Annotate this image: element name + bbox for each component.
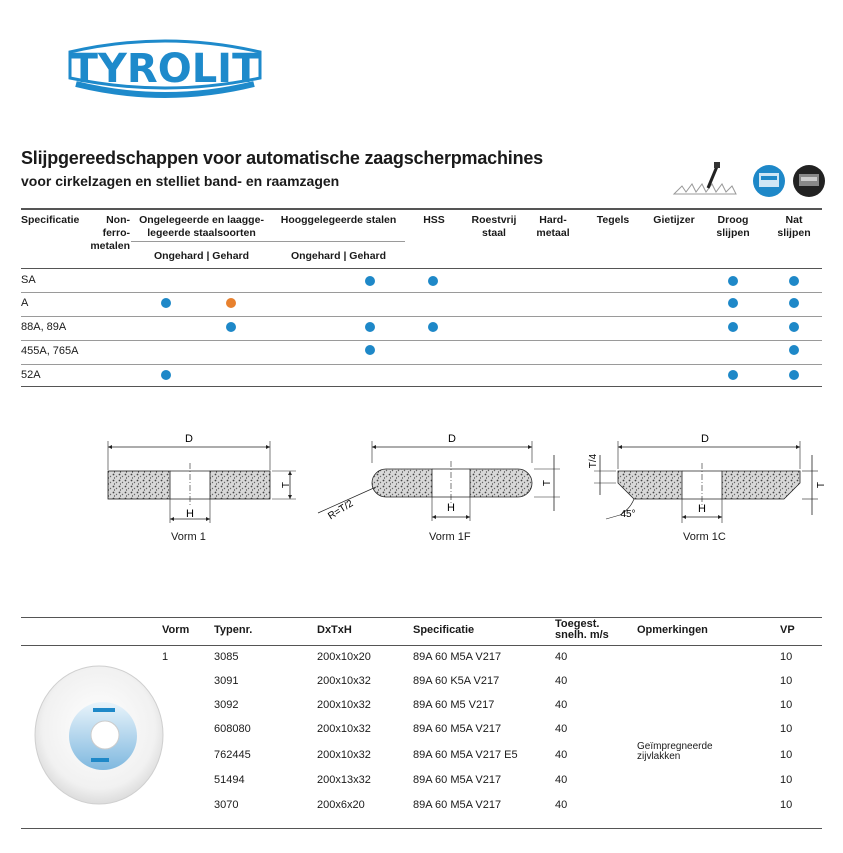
vorm1-label: Vorm 1 [171, 531, 206, 543]
grinding-wheel-image [33, 664, 165, 806]
col-tegels: Tegels [596, 214, 630, 226]
saw-sharpening-icon [674, 162, 736, 194]
vorm1f-drawing [318, 433, 560, 522]
availability-dot-nat [789, 322, 799, 332]
col-roestvrij: Roestvrij staal [471, 214, 517, 239]
availability-dot-hoog_gehard [365, 322, 375, 332]
cell-spec: 89A 60 M5A V217 [413, 723, 502, 735]
cell-spec: 89A 60 M5A V217 E5 [413, 749, 518, 761]
cell-spec: 89A 60 M5A V217 [413, 799, 502, 811]
availability-dot-droog [728, 322, 738, 332]
page-title: Slijpgereedschappen voor automatische zaagscherpmachines [21, 148, 543, 168]
vorm1c-t-label: T [816, 481, 827, 489]
availability-dot-laag_gehard [226, 298, 236, 308]
cell-dxtxh: 200x10x20 [317, 651, 371, 663]
vorm1-h-label: H [186, 508, 194, 520]
shape-drawings [100, 425, 827, 545]
spec-row-name: A [21, 297, 29, 309]
cell-dxtxh: 200x10x32 [317, 723, 371, 735]
col-nat: Nat slijpen [777, 214, 811, 239]
cell-speed: 40 [555, 749, 568, 761]
availability-dot-droog [728, 370, 738, 380]
col-vorm: Vorm [162, 624, 190, 636]
cell-speed: 40 [555, 675, 568, 687]
dry-grinding-icon [753, 165, 785, 197]
cell-vp: 10 [780, 699, 793, 711]
cell-typenr: 51494 [214, 774, 245, 786]
vorm1f-d-label: D [448, 433, 456, 445]
vorm1f-t-label: T [542, 479, 553, 487]
vorm1f-h-label: H [447, 502, 455, 514]
col-non-ferro: Non- ferro- metalen [90, 214, 130, 252]
availability-dot-nonferro [161, 370, 171, 380]
cell-vp: 10 [780, 675, 793, 687]
availability-dot-droog [728, 276, 738, 286]
spec-row-name: 455A, 765A [21, 345, 79, 357]
vorm1c-d-label: D [701, 433, 709, 445]
cell-vp: 10 [780, 651, 793, 663]
tyrolit-logo [66, 24, 264, 108]
col-specificatie-prod: Specificatie [413, 624, 475, 636]
col-dxtxh: DxTxH [317, 624, 352, 636]
application-icons [672, 160, 832, 200]
col-vp: VP [780, 624, 795, 636]
cell-typenr: 3092 [214, 699, 239, 711]
col-typenr: Typenr. [214, 624, 253, 636]
vorm1c-t4-label: T/4 [588, 453, 599, 469]
availability-dot-laag_ongehard [226, 322, 236, 332]
availability-dot-nat [789, 276, 799, 286]
cell-speed: 40 [555, 723, 568, 735]
cell-opmerkingen: Geïmpregneerde zijvlakken [637, 741, 713, 762]
page-subtitle: voor cirkelzagen en stelliet band- en raamzagen [21, 173, 340, 189]
spec-row-name: SA [21, 274, 36, 286]
col-snelheid: Toegest. snelh. m/s [555, 618, 609, 641]
availability-dot-hss [428, 276, 438, 286]
availability-dot-nat [789, 298, 799, 308]
cell-spec: 89A 60 M5A V217 [413, 774, 502, 786]
logo-text: TYROLIT [70, 46, 260, 92]
cell-vp: 10 [780, 799, 793, 811]
availability-dot-hoog_gehard [365, 345, 375, 355]
availability-dot-hoog_gehard [365, 276, 375, 286]
cell-spec: 89A 60 K5A V217 [413, 675, 500, 687]
cell-spec: 89A 60 M5A V217 [413, 651, 502, 663]
availability-dot-hss [428, 322, 438, 332]
col-ongelegeerde: Ongelegeerde en laagge- legeerde staalsoorten [139, 214, 264, 239]
cell-typenr: 3085 [214, 651, 239, 663]
col-opmerkingen: Opmerkingen [637, 624, 708, 636]
cell-dxtxh: 200x10x32 [317, 699, 371, 711]
vorm1c-angle-label: 45° [620, 509, 636, 520]
col-hooggelegeerde: Hooggelegeerde stalen [280, 214, 397, 226]
vorm1c-h-label: H [698, 503, 706, 515]
availability-dot-droog [728, 298, 738, 308]
cell-typenr: 3091 [214, 675, 239, 687]
spec-row-name: 88A, 89A [21, 321, 67, 333]
vorm1c-drawing [588, 433, 827, 523]
cell-dxtxh: 200x13x32 [317, 774, 371, 786]
col-gietijzer: Gietijzer [653, 214, 695, 226]
col-droog: Droog slijpen [716, 214, 750, 239]
col-hss: HSS [423, 214, 445, 226]
cell-vorm: 1 [162, 651, 169, 663]
availability-dot-nat [789, 370, 799, 380]
cell-speed: 40 [555, 699, 568, 711]
vorm1f-label: Vorm 1F [429, 531, 471, 543]
wet-grinding-icon [793, 165, 825, 197]
col-hardmetaal: Hard- metaal [536, 214, 570, 239]
col-ongelegeerde-sub: Ongehard | Gehard [153, 250, 250, 262]
cell-vp: 10 [780, 749, 793, 761]
spec-row-name: 52A [21, 369, 41, 381]
cell-speed: 40 [555, 651, 568, 663]
cell-speed: 40 [555, 799, 568, 811]
cell-dxtxh: 200x6x20 [317, 799, 365, 811]
vorm1-d-label: D [185, 433, 193, 445]
cell-vp: 10 [780, 723, 793, 735]
vorm1f-r-label: R=T/2 [326, 498, 356, 523]
vorm1c-label: Vorm 1C [683, 531, 726, 543]
availability-dot-nat [789, 345, 799, 355]
cell-typenr: 608080 [214, 723, 251, 735]
col-hooggelegeerde-sub: Ongehard | Gehard [290, 250, 387, 262]
vorm1-drawing [108, 433, 296, 523]
cell-typenr: 762445 [214, 749, 251, 761]
cell-spec: 89A 60 M5 V217 [413, 699, 495, 711]
col-specificatie: Specificatie [21, 214, 80, 226]
cell-vp: 10 [780, 774, 793, 786]
cell-typenr: 3070 [214, 799, 239, 811]
availability-dot-nonferro [161, 298, 171, 308]
cell-speed: 40 [555, 774, 568, 786]
vorm1-t-label: T [281, 481, 292, 489]
cell-dxtxh: 200x10x32 [317, 675, 371, 687]
cell-dxtxh: 200x10x32 [317, 749, 371, 761]
